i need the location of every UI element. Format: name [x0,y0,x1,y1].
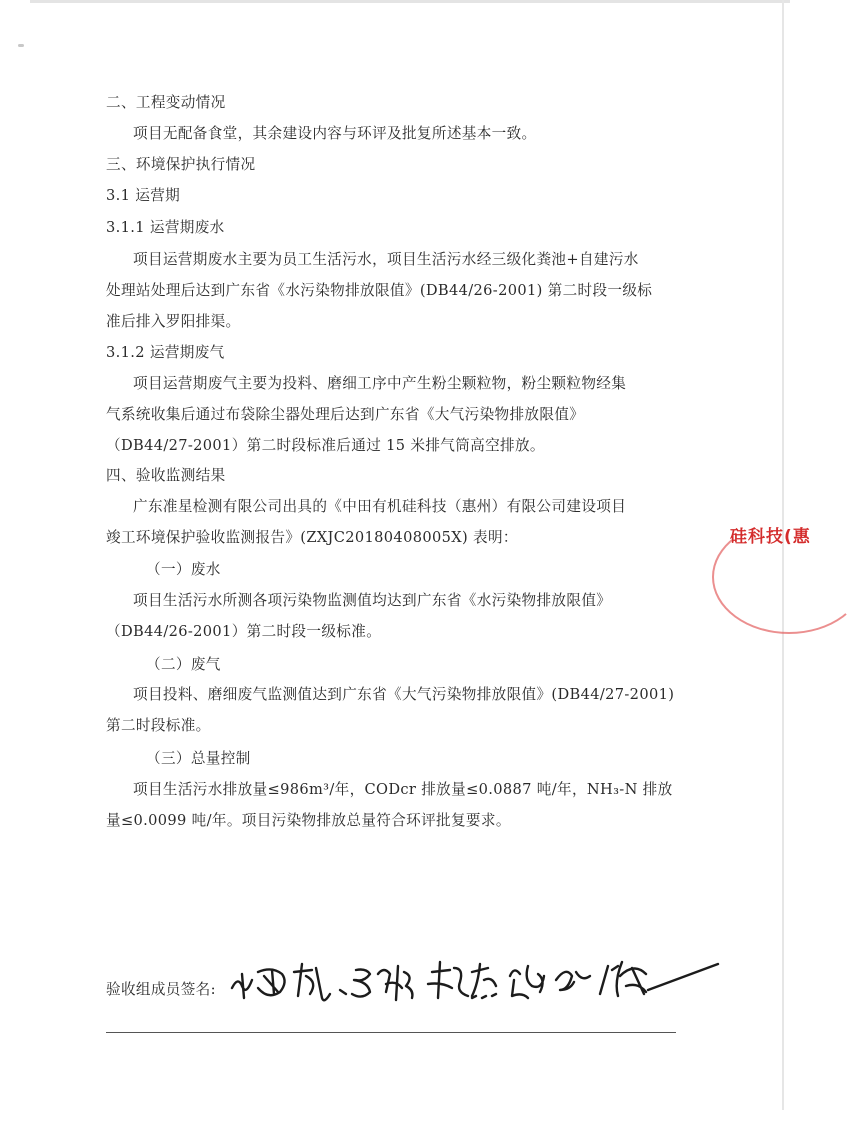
total-control-heading: （三）总量控制 [146,750,251,767]
section-3-heading: 三、环境保护执行情况 [106,156,256,173]
paragraph-line: 处理站处理后达到广东省《水污染物排放限值》(DB44/26-2001) 第二时段一级标 [106,282,653,299]
paragraph-line: 量≤0.0099 吨/年。项目污染物排放总量符合环评批复要求。 [106,812,511,829]
wastewater-heading: （一）废水 [146,561,221,578]
section-4-heading: 四、验收监测结果 [106,467,226,484]
waste-gas-heading: （二）废气 [146,656,221,673]
paragraph-line: 竣工环境保护验收监测报告》(ZXJC20180408005X) 表明： [106,529,518,546]
scan-edge [30,0,790,3]
paragraph-line: 项目运营期废水主要为员工生活污水，项目生活污水经三级化粪池+自建污水 [133,251,639,268]
paragraph-line: 广东准星检测有限公司出具的《中田有机硅科技（惠州）有限公司建设项目 [133,498,627,515]
subsection-3-1-1-heading: 3.1.1 运营期废水 [106,219,225,236]
section-2-heading: 二、工程变动情况 [106,94,226,111]
subsection-3-1-heading: 3.1 运营期 [106,187,181,204]
paragraph-line: 准后排入罗阳排渠。 [106,313,241,330]
paragraph-line: （DB44/26-2001）第二时段一级标准。 [106,623,382,640]
signature-label: 验收组成员签名: [106,981,216,998]
paragraph-line: （DB44/27-2001）第二时段标准后通过 15 米排气筒高空排放。 [106,437,545,454]
paragraph-line: 项目生活污水排放量≤986m³/年，CODcr 排放量≤0.0887 吨/年，NH₃-N 排放 [133,781,673,798]
signature-line [106,1032,676,1033]
subsection-3-1-2-heading: 3.1.2 运营期废气 [106,344,225,361]
paragraph-line: 项目投料、磨细废气监测值达到广东省《大气污染物排放限值》(DB44/27-2001) [133,686,675,703]
paragraph-line: 气系统收集后通过布袋除尘器处理后达到广东省《大气污染物排放限值》 [106,406,585,423]
paragraph-line: 项目生活污水所测各项污染物监测值均达到广东省《水污染物排放限值》 [133,592,612,609]
handwritten-signatures [228,950,748,1010]
section-2-body: 项目无配备食堂，其余建设内容与环评及批复所述基本一致。 [133,125,537,142]
paragraph-line: 项目运营期废气主要为投料、磨细工序中产生粉尘颗粒物，粉尘颗粒物经集 [133,375,627,392]
scan-speck [18,44,24,47]
company-seal-stamp: 硅科技(惠 [730,527,811,547]
paragraph-line: 第二时段标准。 [106,717,211,734]
